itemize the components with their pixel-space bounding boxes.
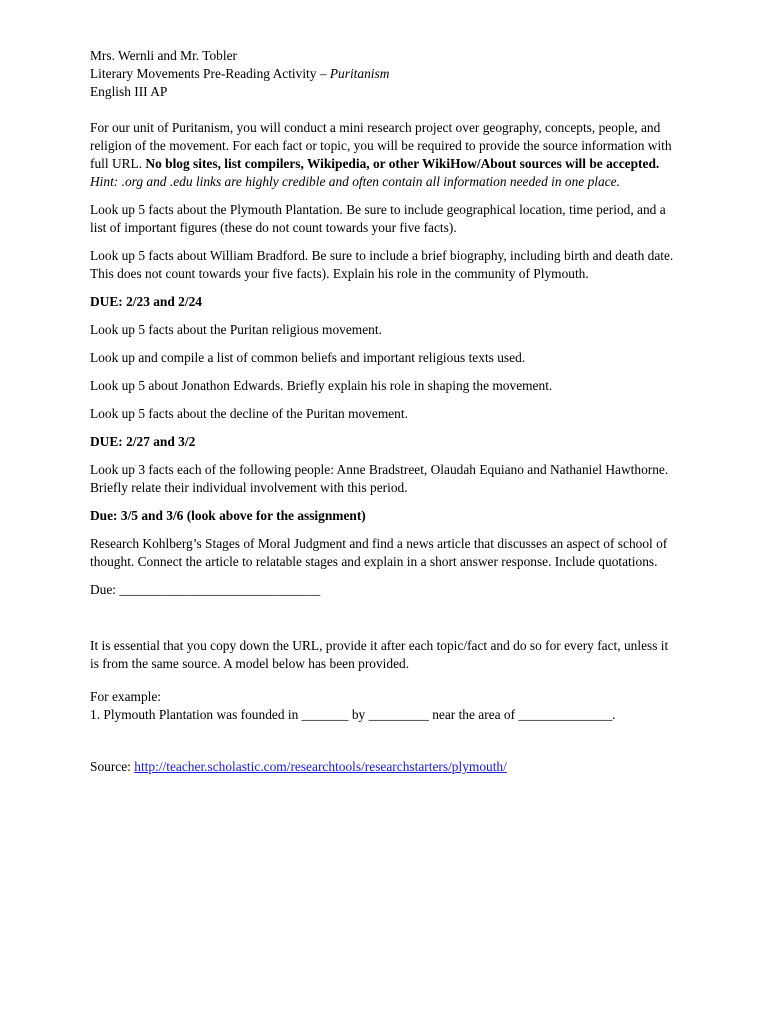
assignment-title-topic: Puritanism: [329, 66, 390, 81]
task-item: Research Kohlberg’s Stages of Moral Judgment and find a news article that discusses an aspect of school of thought. Connect the article to relatable stages and explain in a short answer response. Include quotations.: [90, 536, 668, 569]
assignment-title: [90, 65, 680, 83]
due-date-blank: Due: ______________________________: [90, 582, 321, 597]
course-line: English III AP: [90, 84, 168, 99]
example-label: For example:: [90, 689, 162, 704]
url-note: It is essential that you copy down the URL, provide it after each topic/fact and do so for every fact, unless it is from the same source. A model below has been provided.: [90, 638, 669, 671]
intro-paragraph: [90, 119, 680, 191]
due-date-heading: DUE: 2/27 and 3/2: [90, 434, 196, 449]
task-item: Look up 5 facts about William Bradford. Be sure to include a brief biography, including birth and death date. This does not count towards your five facts). Explain his role in the community of Plymouth.: [90, 248, 674, 281]
intro-warning: No blog sites, list compilers, Wikipedia, or other WikiHow/About sources will be accepted.: [145, 156, 660, 171]
source-label: Source:: [90, 759, 135, 774]
intro-hint: Hint: .org and .edu links are highly credible and often contain all information needed in one place.: [90, 174, 620, 189]
due-date-heading: DUE: 2/23 and 2/24: [90, 294, 202, 309]
source-line: [90, 758, 680, 776]
assignment-title-prefix: Literary Movements Pre-Reading Activity –: [90, 66, 330, 81]
task-item: Look up 5 facts about the Puritan religious movement.: [90, 322, 382, 337]
task-item: Look up 3 facts each of the following people: Anne Bradstreet, Olaudah Equiano and Nathaniel Hawthorne. Briefly relate their individual involvement with this period.: [90, 462, 669, 495]
task-item: Look up and compile a list of common beliefs and important religious texts used.: [90, 350, 526, 365]
task-item: Look up 5 about Jonathon Edwards. Briefly explain his role in shaping the movement.: [90, 378, 553, 393]
task-item: Look up 5 facts about the decline of the Puritan movement.: [90, 406, 408, 421]
intro-text: For our unit of Puritanism, you will conduct a mini research project over geography, concepts, people, and religion of the movement. For each fact or topic, you will be required to provide the source information with full URL.: [90, 120, 672, 171]
task-item: Look up 5 facts about the Plymouth Plantation. Be sure to include geographical location, time period, and a list of important figures (these do not count towards your five facts).: [90, 202, 666, 235]
source-link[interactable]: http://teacher.scholastic.com/researchtools/researchstarters/plymouth/: [134, 759, 507, 774]
teachers-line: Mrs. Wernli and Mr. Tobler: [90, 48, 238, 63]
document-body: [90, 47, 680, 776]
example-line: 1. Plymouth Plantation was founded in _______ by _________ near the area of ______________.: [90, 707, 616, 722]
due-date-heading: Due: 3/5 and 3/6 (look above for the assignment): [90, 508, 366, 523]
